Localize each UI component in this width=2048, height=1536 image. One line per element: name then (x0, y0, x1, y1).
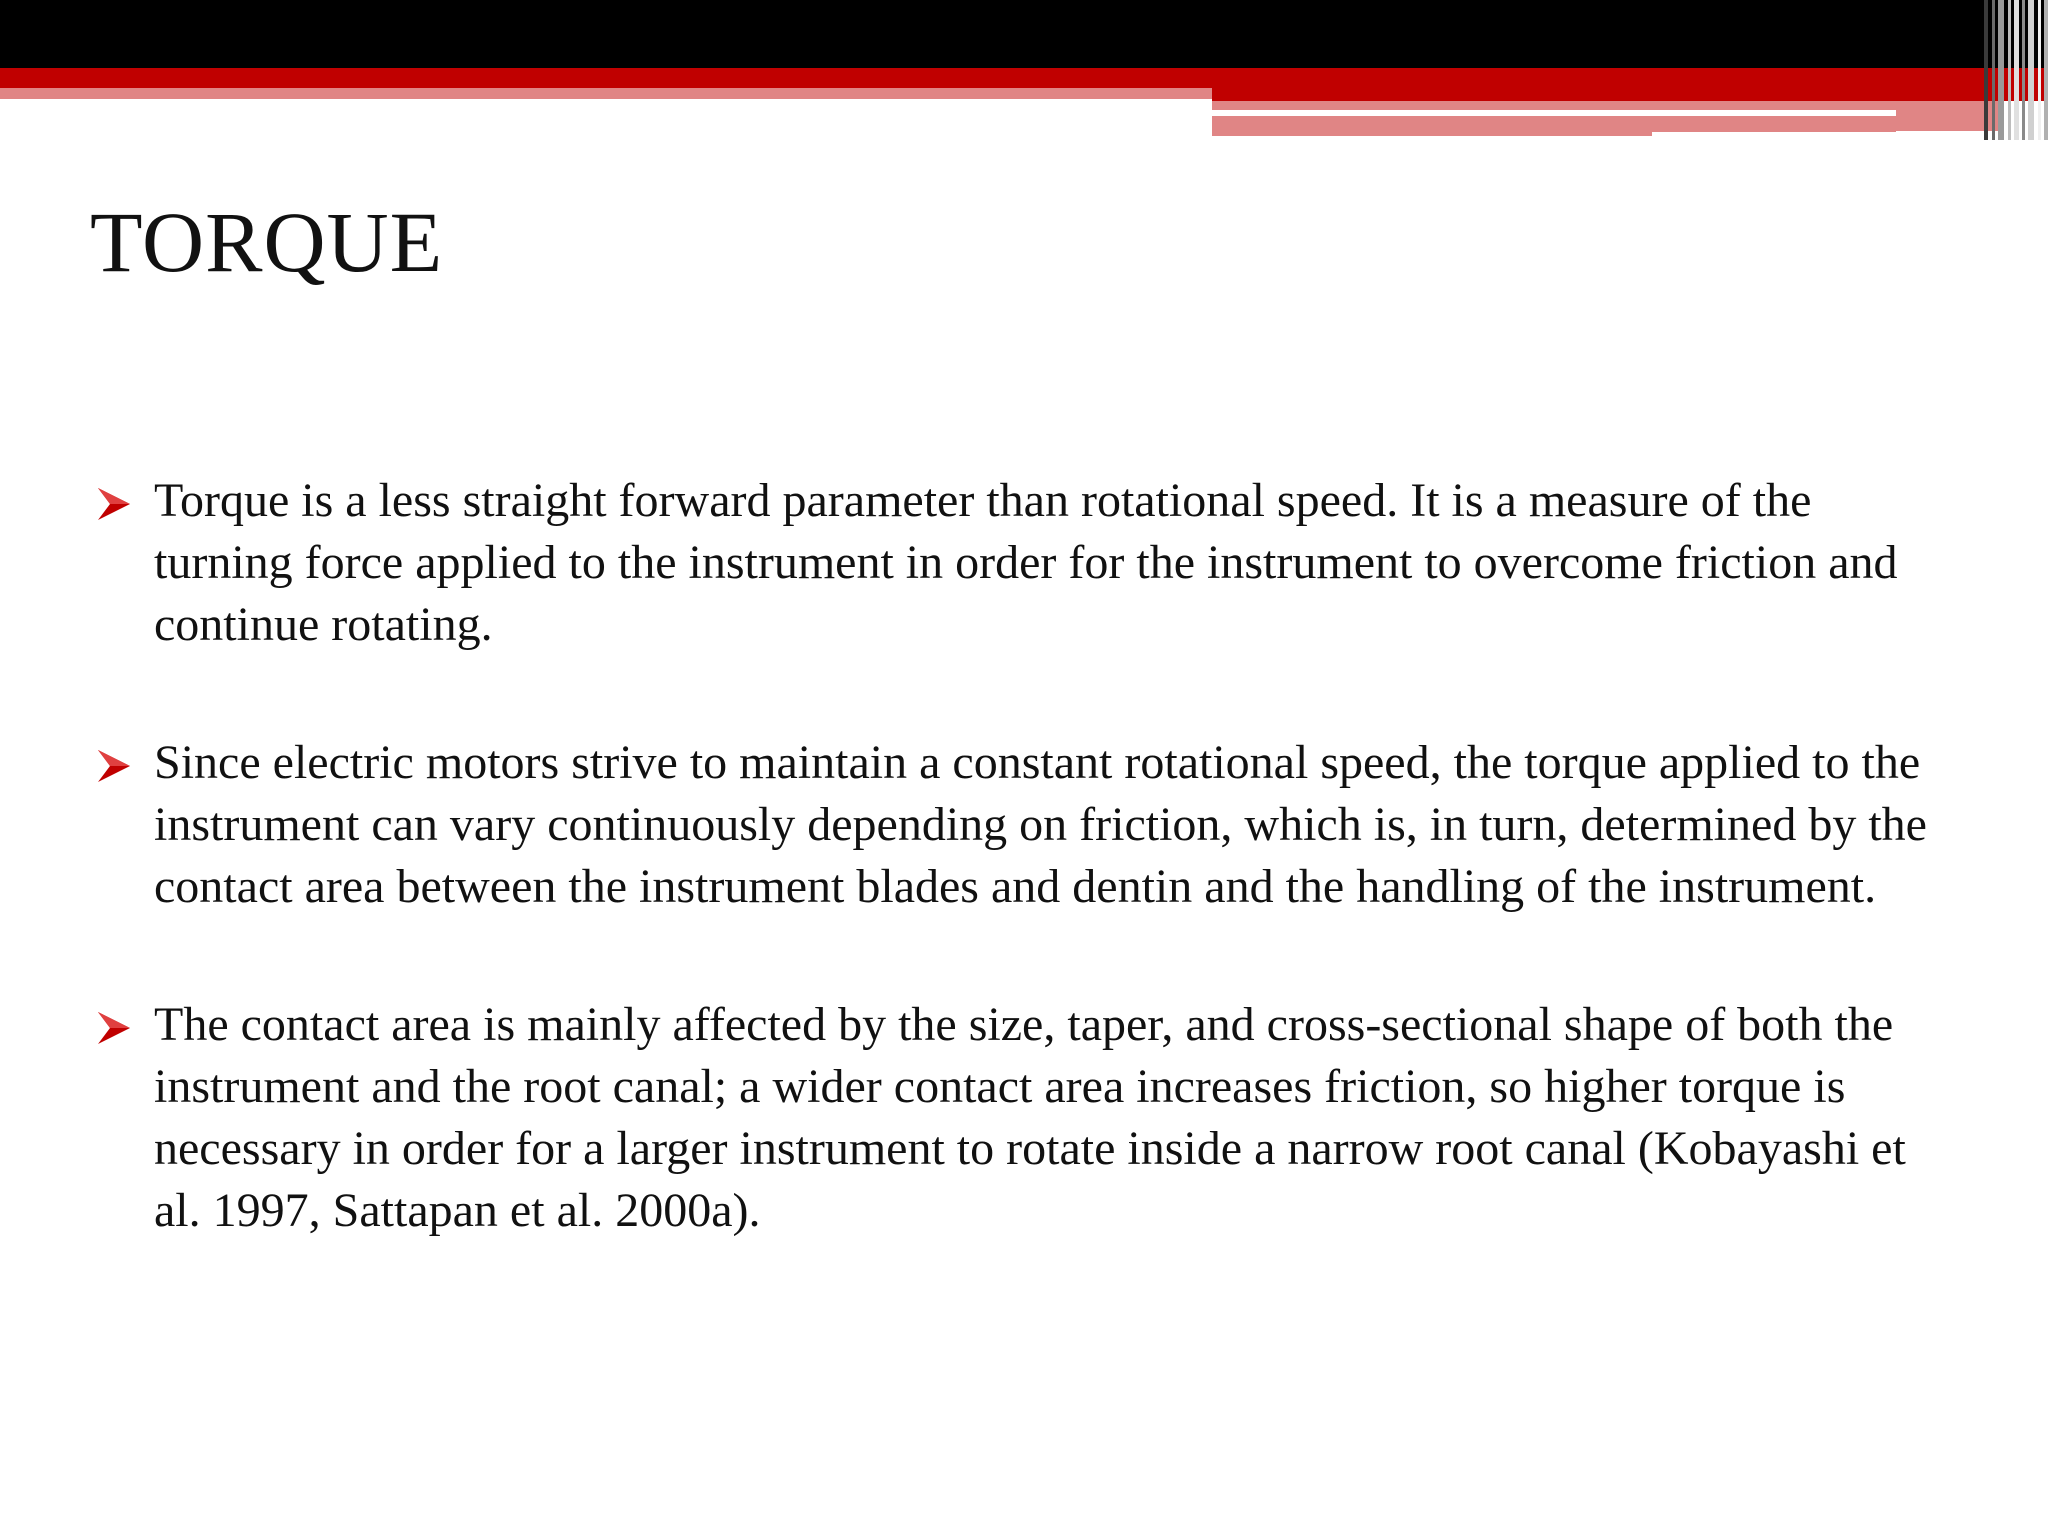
arrow-bullet-icon (96, 1010, 132, 1046)
header-stripes (1984, 0, 2048, 140)
header-pink-bar-left (0, 88, 1212, 99)
header-black-bar (0, 0, 2048, 68)
arrow-bullet-icon (96, 486, 132, 522)
bullet-text: The contact area is mainly affected by the size, taper, and cross-sectional shape of both the instrument and the root canal; a wider contact area increases friction, so higher torque is necessary in order for a larger instrument to rotate inside a narrow root canal (Kobayashi et al. 1997, Sattapan et al. 2000a). (154, 998, 1906, 1237)
bullet-item (96, 470, 1956, 656)
header-red-bar-right (1212, 88, 2048, 101)
arrow-bullet-icon (96, 748, 132, 784)
header-pink-bar-right-lower (1212, 116, 1652, 136)
bullet-list (96, 470, 1956, 1318)
header-pink-bar-right-upper (1212, 101, 1896, 110)
bullet-item (96, 732, 1956, 918)
header-pink-bar-right-lower-2 (1652, 116, 1896, 132)
slide-title: TORQUE (90, 194, 444, 290)
bullet-text: Since electric motors strive to maintain a constant rotational speed, the torque applied to the instrument can vary continuously depending on friction, which is, in turn, determined by the contact area between the instrument blades and dentin and the handling of the instrument. (154, 736, 1927, 913)
header-red-bar (0, 68, 2048, 88)
bullet-item (96, 994, 1956, 1242)
bullet-text: Torque is a less straight forward parameter than rotational speed. It is a measure of the turning force applied to the instrument in order for the instrument to overcome friction and continue rotating. (154, 474, 1898, 651)
